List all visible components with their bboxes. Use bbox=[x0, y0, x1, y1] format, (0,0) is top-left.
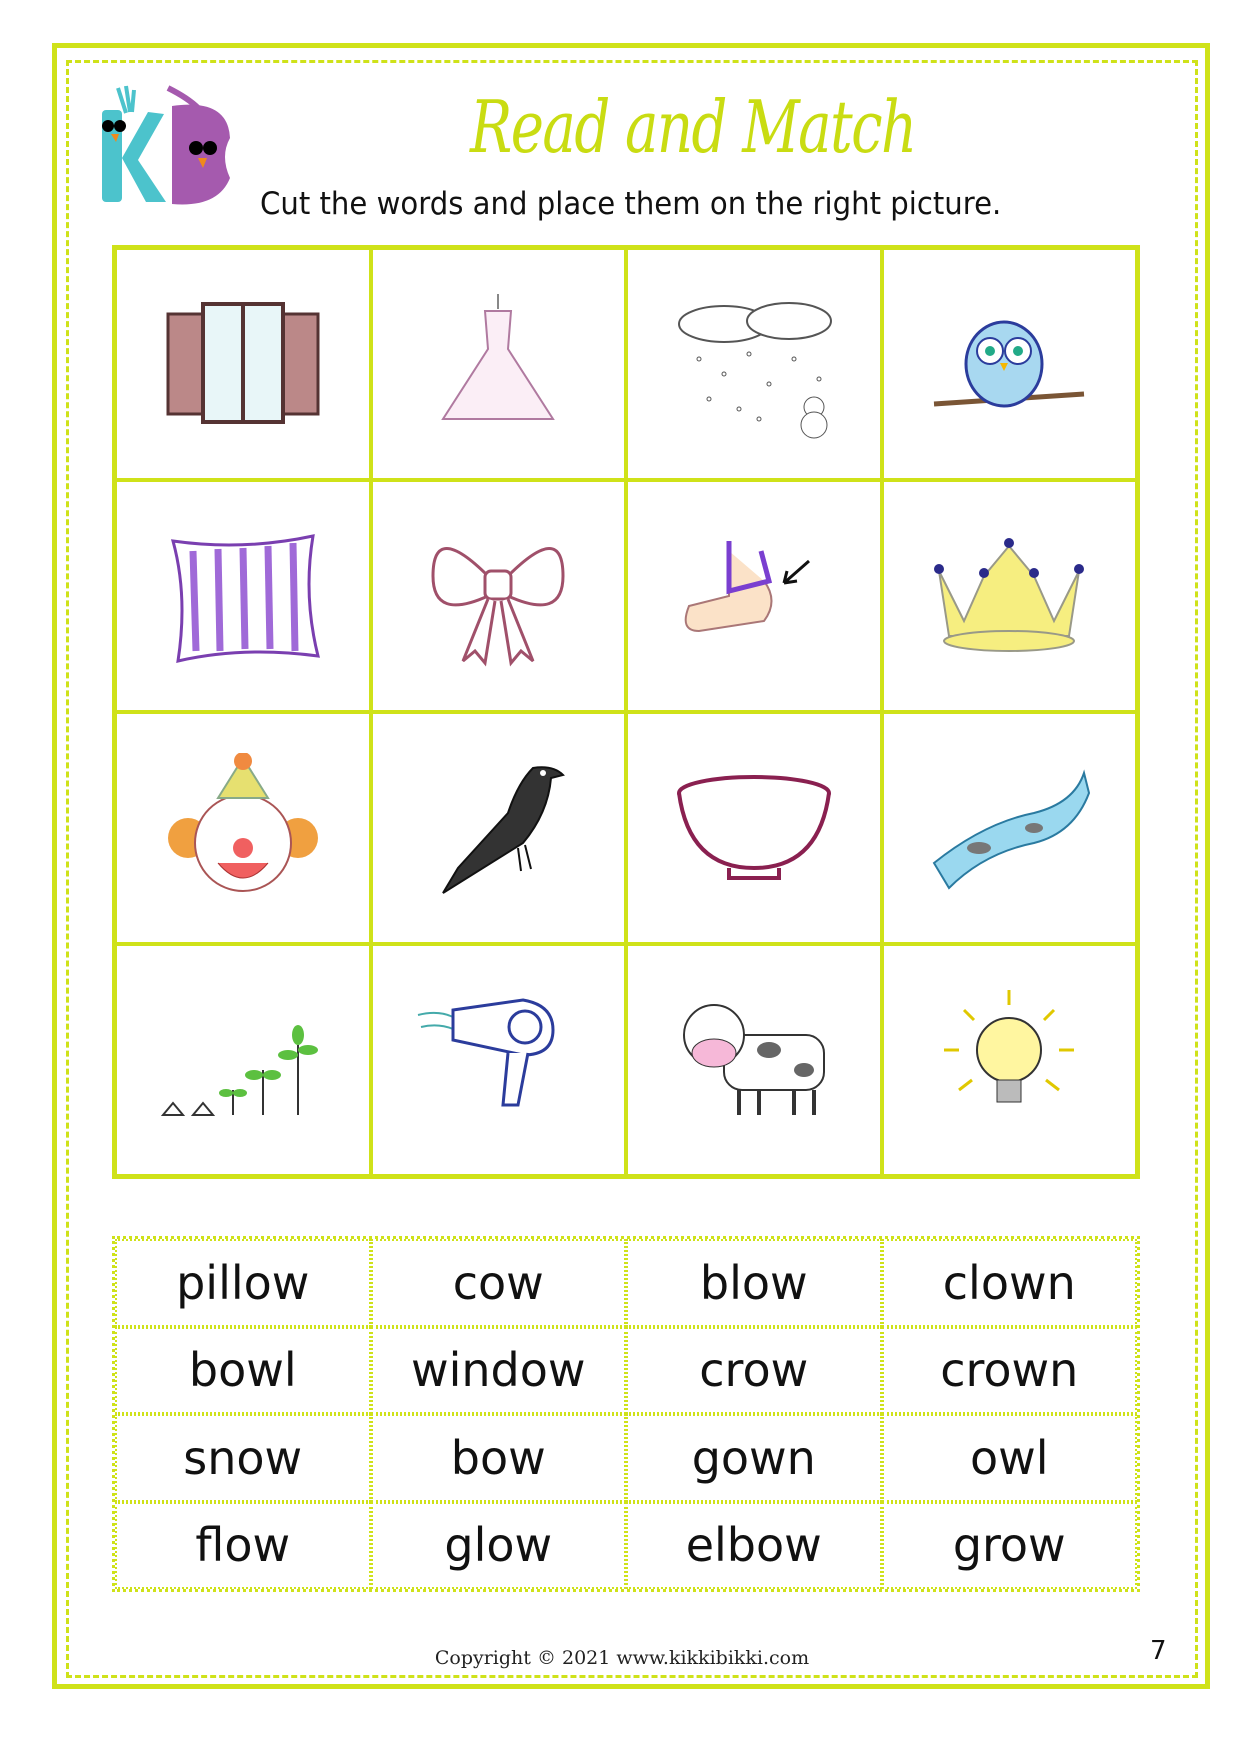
word-card[interactable]: bowl bbox=[115, 1327, 371, 1415]
owl-icon bbox=[924, 289, 1094, 439]
picture-snow bbox=[626, 248, 882, 480]
picture-elbow bbox=[626, 480, 882, 712]
picture-window bbox=[115, 248, 371, 480]
picture-owl bbox=[882, 248, 1138, 480]
cow-icon bbox=[669, 985, 839, 1135]
bow-icon bbox=[413, 521, 583, 671]
kikkibikki-logo bbox=[88, 78, 248, 208]
window-icon bbox=[158, 289, 328, 439]
picture-cow bbox=[626, 944, 882, 1176]
picture-blow bbox=[371, 944, 627, 1176]
word-card[interactable]: owl bbox=[882, 1414, 1138, 1502]
elbow-icon bbox=[669, 521, 839, 671]
crow-icon bbox=[413, 753, 583, 903]
picture-flow bbox=[882, 712, 1138, 944]
word-card[interactable]: crow bbox=[626, 1327, 882, 1415]
word-card[interactable]: gown bbox=[626, 1414, 882, 1502]
picture-crown bbox=[882, 480, 1138, 712]
word-card[interactable]: snow bbox=[115, 1414, 371, 1502]
word-card[interactable]: blow bbox=[626, 1239, 882, 1327]
word-card[interactable]: clown bbox=[882, 1239, 1138, 1327]
crown-icon bbox=[924, 521, 1094, 671]
word-card[interactable]: elbow bbox=[626, 1502, 882, 1590]
picture-crow bbox=[371, 712, 627, 944]
picture-glow bbox=[882, 944, 1138, 1176]
word-card[interactable]: flow bbox=[115, 1502, 371, 1590]
word-card[interactable]: crown bbox=[882, 1327, 1138, 1415]
picture-grow bbox=[115, 944, 371, 1176]
picture-pillow bbox=[115, 480, 371, 712]
gown-icon bbox=[413, 289, 583, 439]
word-cards-grid bbox=[112, 1236, 1140, 1592]
bowl-icon bbox=[669, 753, 839, 903]
picture-bowl bbox=[626, 712, 882, 944]
word-card[interactable]: window bbox=[371, 1327, 627, 1415]
river-flow-icon bbox=[924, 753, 1094, 903]
word-card[interactable]: bow bbox=[371, 1414, 627, 1502]
word-card[interactable]: glow bbox=[371, 1502, 627, 1590]
word-card[interactable]: pillow bbox=[115, 1239, 371, 1327]
hair-dryer-blow-icon bbox=[413, 985, 583, 1135]
picture-gown bbox=[371, 248, 627, 480]
page-number: 7 bbox=[1150, 1636, 1167, 1666]
picture-clown bbox=[115, 712, 371, 944]
picture-bow bbox=[371, 480, 627, 712]
light-bulb-glow-icon bbox=[924, 985, 1094, 1135]
pillow-icon bbox=[158, 521, 328, 671]
clown-icon bbox=[158, 753, 328, 903]
word-card[interactable]: cow bbox=[371, 1239, 627, 1327]
instruction-text: Cut the words and place them on the right picture. bbox=[260, 186, 1002, 222]
plant-grow-icon bbox=[158, 985, 328, 1135]
worksheet-title: Read and Match bbox=[470, 85, 916, 169]
snow-icon bbox=[669, 289, 839, 439]
word-card[interactable]: grow bbox=[882, 1502, 1138, 1590]
picture-grid bbox=[112, 245, 1140, 1179]
copyright-text: Copyright © 2021 www.kikkibikki.com bbox=[434, 1647, 810, 1669]
